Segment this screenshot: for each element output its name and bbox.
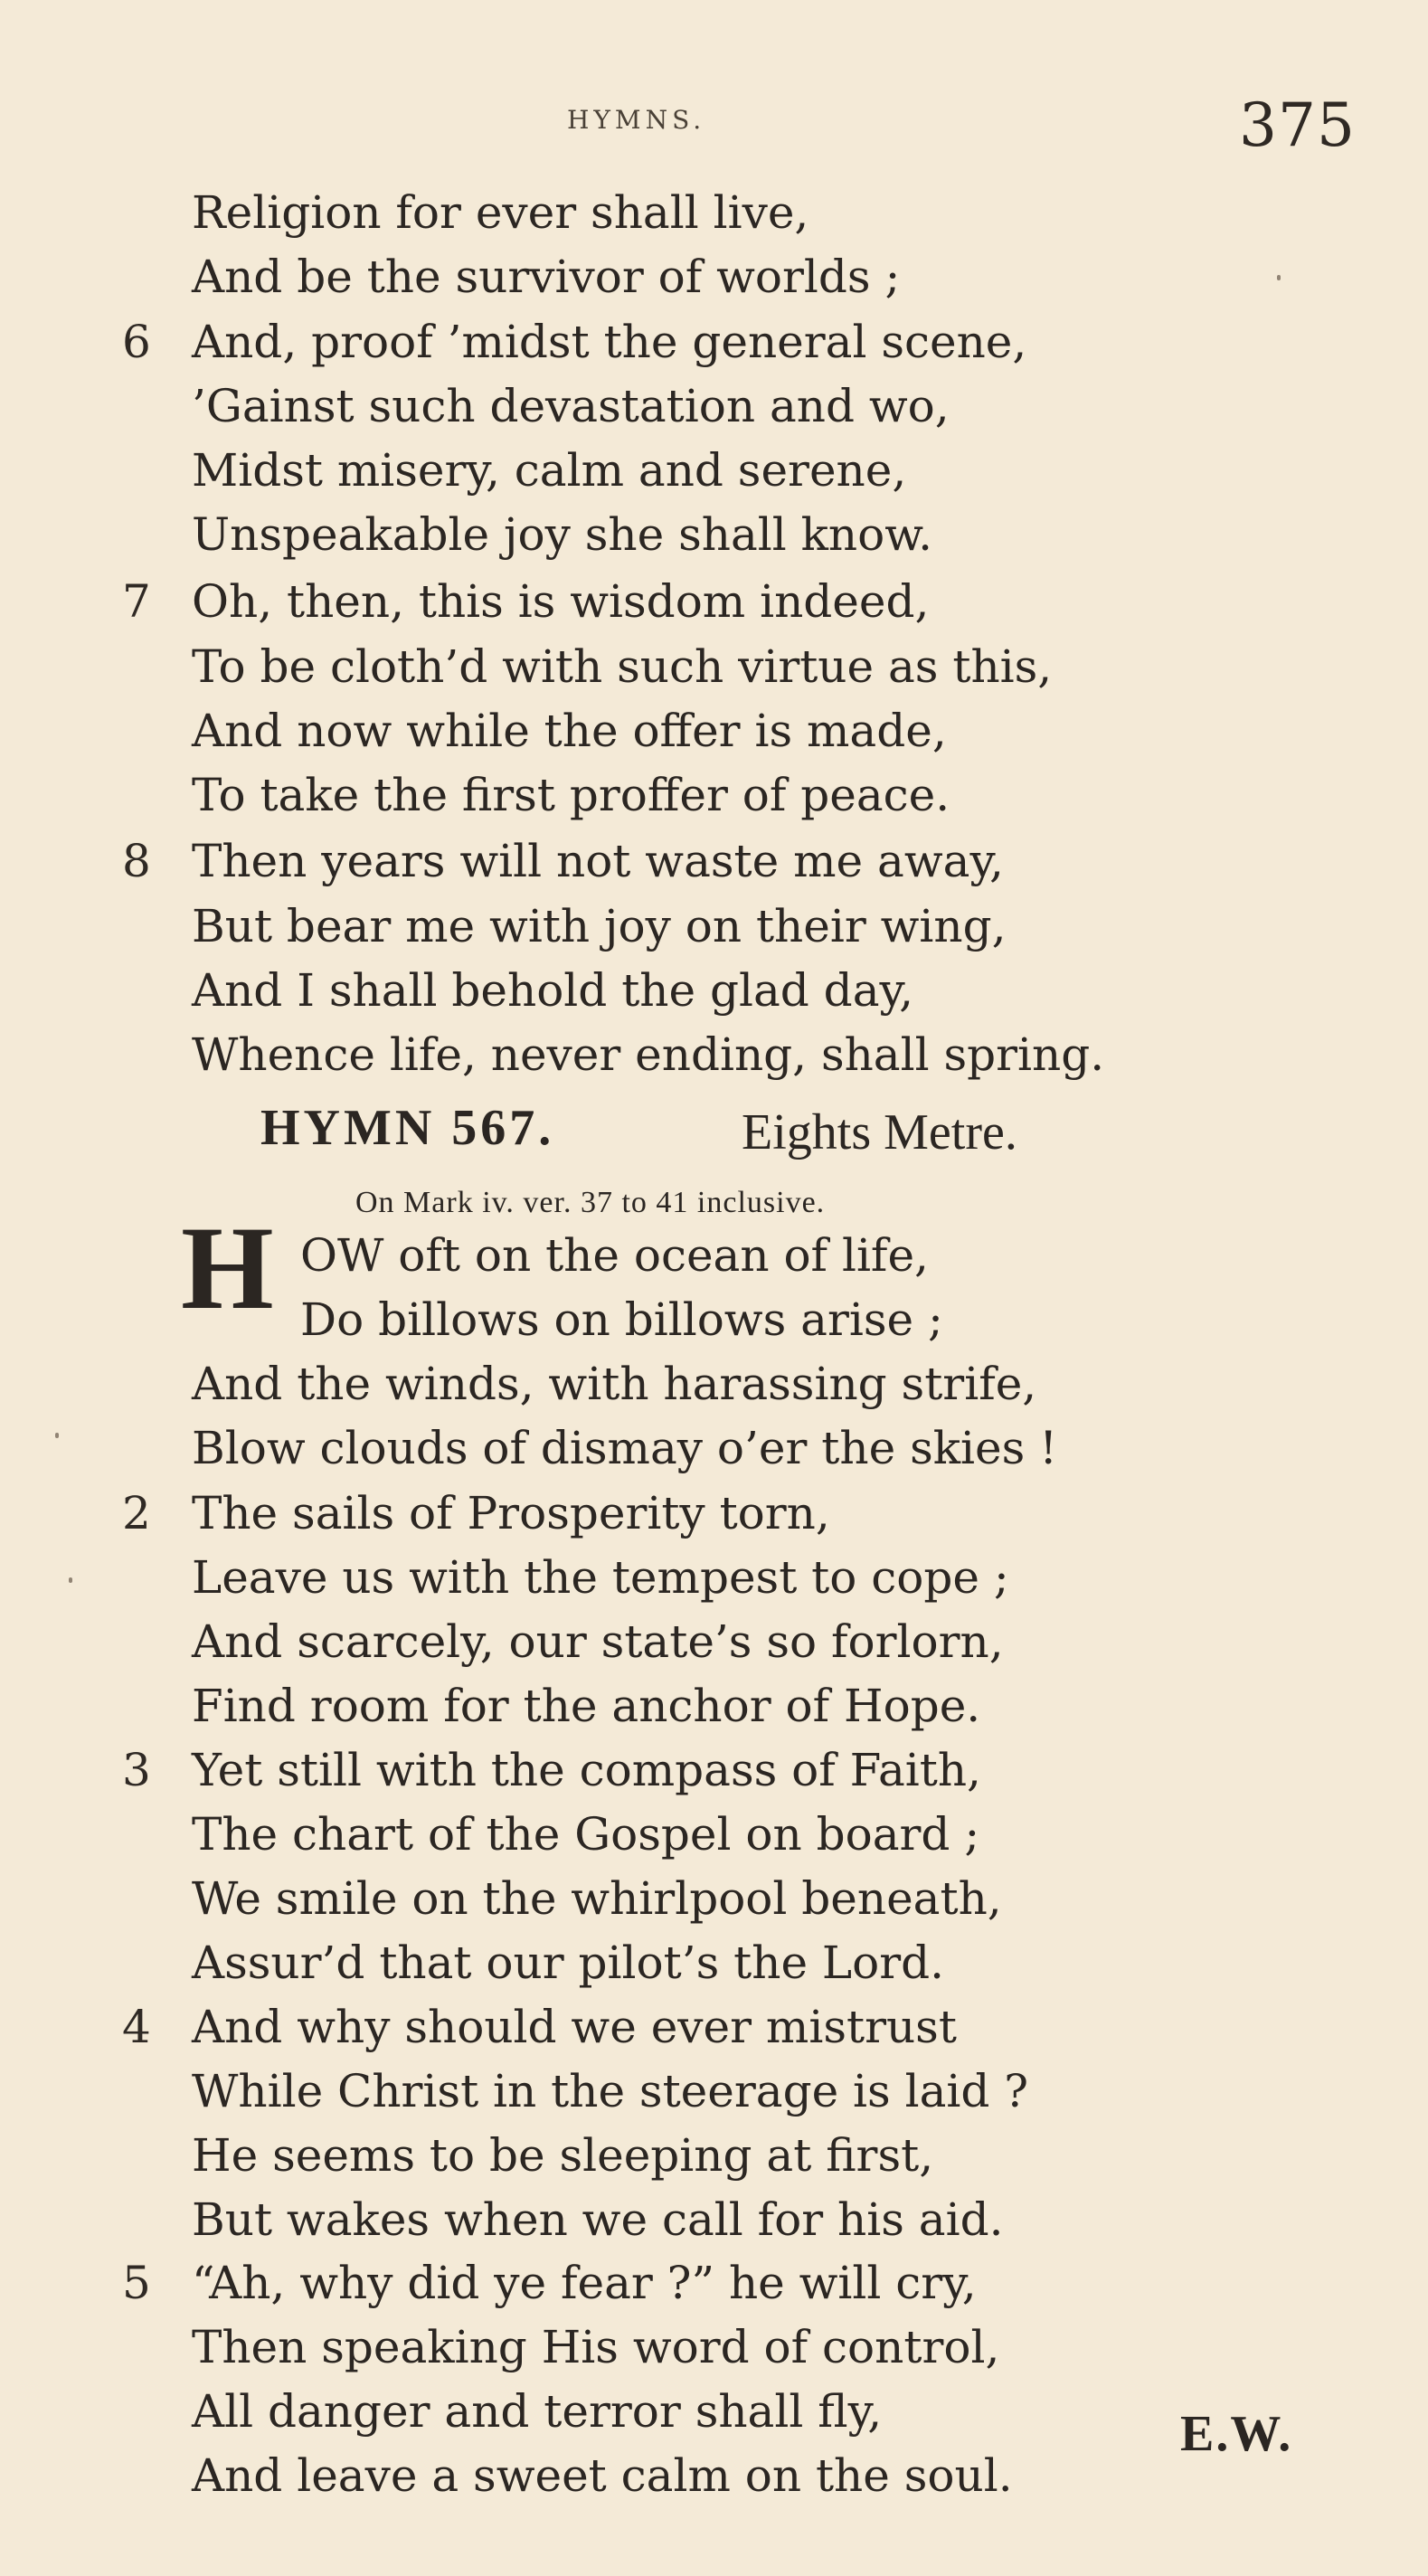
stanza-number: 6 — [122, 316, 151, 368]
verse-line: “Ah, why did ye fear ?” he will cry, — [192, 2257, 977, 2309]
verse-line: And leave a sweet calm on the soul. — [192, 2449, 1013, 2502]
verse-line: OW oft on the ocean of life, — [300, 1229, 929, 1282]
verse-line: And now while the offer is made, — [192, 705, 947, 757]
page-header — [0, 90, 1428, 160]
verse-line: Unspeakable joy she shall know. — [192, 508, 932, 561]
verse-line: Then speaking His word of control, — [192, 2321, 1000, 2373]
verse-line: Blow clouds of dismay o’er the skies ! — [192, 1422, 1058, 1474]
verse-line: To take the first proffer of peace. — [192, 769, 950, 821]
verse-line: And be the survivor of worlds ; — [192, 251, 901, 303]
verse-line: But bear me with joy on their wing, — [192, 900, 1007, 952]
stanza-number: 8 — [122, 835, 151, 887]
running-head: HYMNS. — [567, 105, 706, 135]
stanza-number: 4 — [122, 2001, 151, 2053]
verse-line: We smile on the whirlpool beneath, — [192, 1872, 1002, 1925]
verse-line: Midst misery, calm and serene, — [192, 444, 907, 497]
stanza-number: 7 — [122, 575, 151, 628]
verse-line: And I shall behold the glad day, — [192, 964, 913, 1017]
paper-speck — [55, 1433, 59, 1438]
drop-cap: H — [181, 1201, 274, 1334]
verse-line: But wakes when we call for his aid. — [192, 2193, 1004, 2246]
verse-line: All danger and terror shall fly, — [192, 2385, 883, 2438]
verse-line: Assur’d that our pilot’s the Lord. — [192, 1937, 945, 1989]
verse-line: Religion for ever shall live, — [192, 186, 809, 239]
paper-speck — [1277, 275, 1281, 280]
hymn-subtitle: On Mark iv. ver. 37 to 41 inclusive. — [355, 1186, 826, 1219]
verse-line: And scarcely, our state’s so forlorn, — [192, 1615, 1004, 1668]
page-number: 375 — [1239, 90, 1356, 160]
stanza-number: 2 — [122, 1487, 151, 1539]
verse-line: And why should we ever mistrust — [192, 2001, 957, 2053]
verse-line: While Christ in the steerage is laid ? — [192, 2065, 1029, 2117]
verse-line: Whence life, never ending, shall spring. — [192, 1028, 1105, 1081]
verse-line: Find room for the anchor of Hope. — [192, 1680, 981, 1732]
verse-line: The sails of Prosperity torn, — [192, 1487, 830, 1539]
verse-line: ’Gainst such devastation and wo, — [192, 380, 950, 432]
verse-line: Oh, then, this is wisdom indeed, — [192, 575, 930, 628]
verse-line: The chart of the Gospel on board ; — [192, 1808, 980, 1861]
hymn-metre: Eights Metre. — [742, 1104, 1017, 1160]
verse-line: And the winds, with harassing strife, — [192, 1358, 1037, 1410]
verse-line: He seems to be sleeping at first, — [192, 2129, 934, 2182]
verse-line: Leave us with the tempest to cope ; — [192, 1551, 1009, 1604]
verse-line: Do billows on billows arise ; — [300, 1293, 943, 1346]
author-signature: E.W. — [1180, 2406, 1293, 2462]
stanza-number: 5 — [122, 2257, 151, 2309]
stanza-number: 3 — [122, 1744, 151, 1796]
paper-speck — [69, 1577, 72, 1583]
verse-line: Yet still with the compass of Faith, — [192, 1744, 981, 1796]
verse-line: And, proof ’midst the general scene, — [192, 316, 1027, 368]
hymn-title: HYMN 567. — [260, 1100, 555, 1156]
verse-line: Then years will not waste me away, — [192, 835, 1004, 887]
verse-line: To be cloth’d with such virtue as this, — [192, 640, 1053, 693]
